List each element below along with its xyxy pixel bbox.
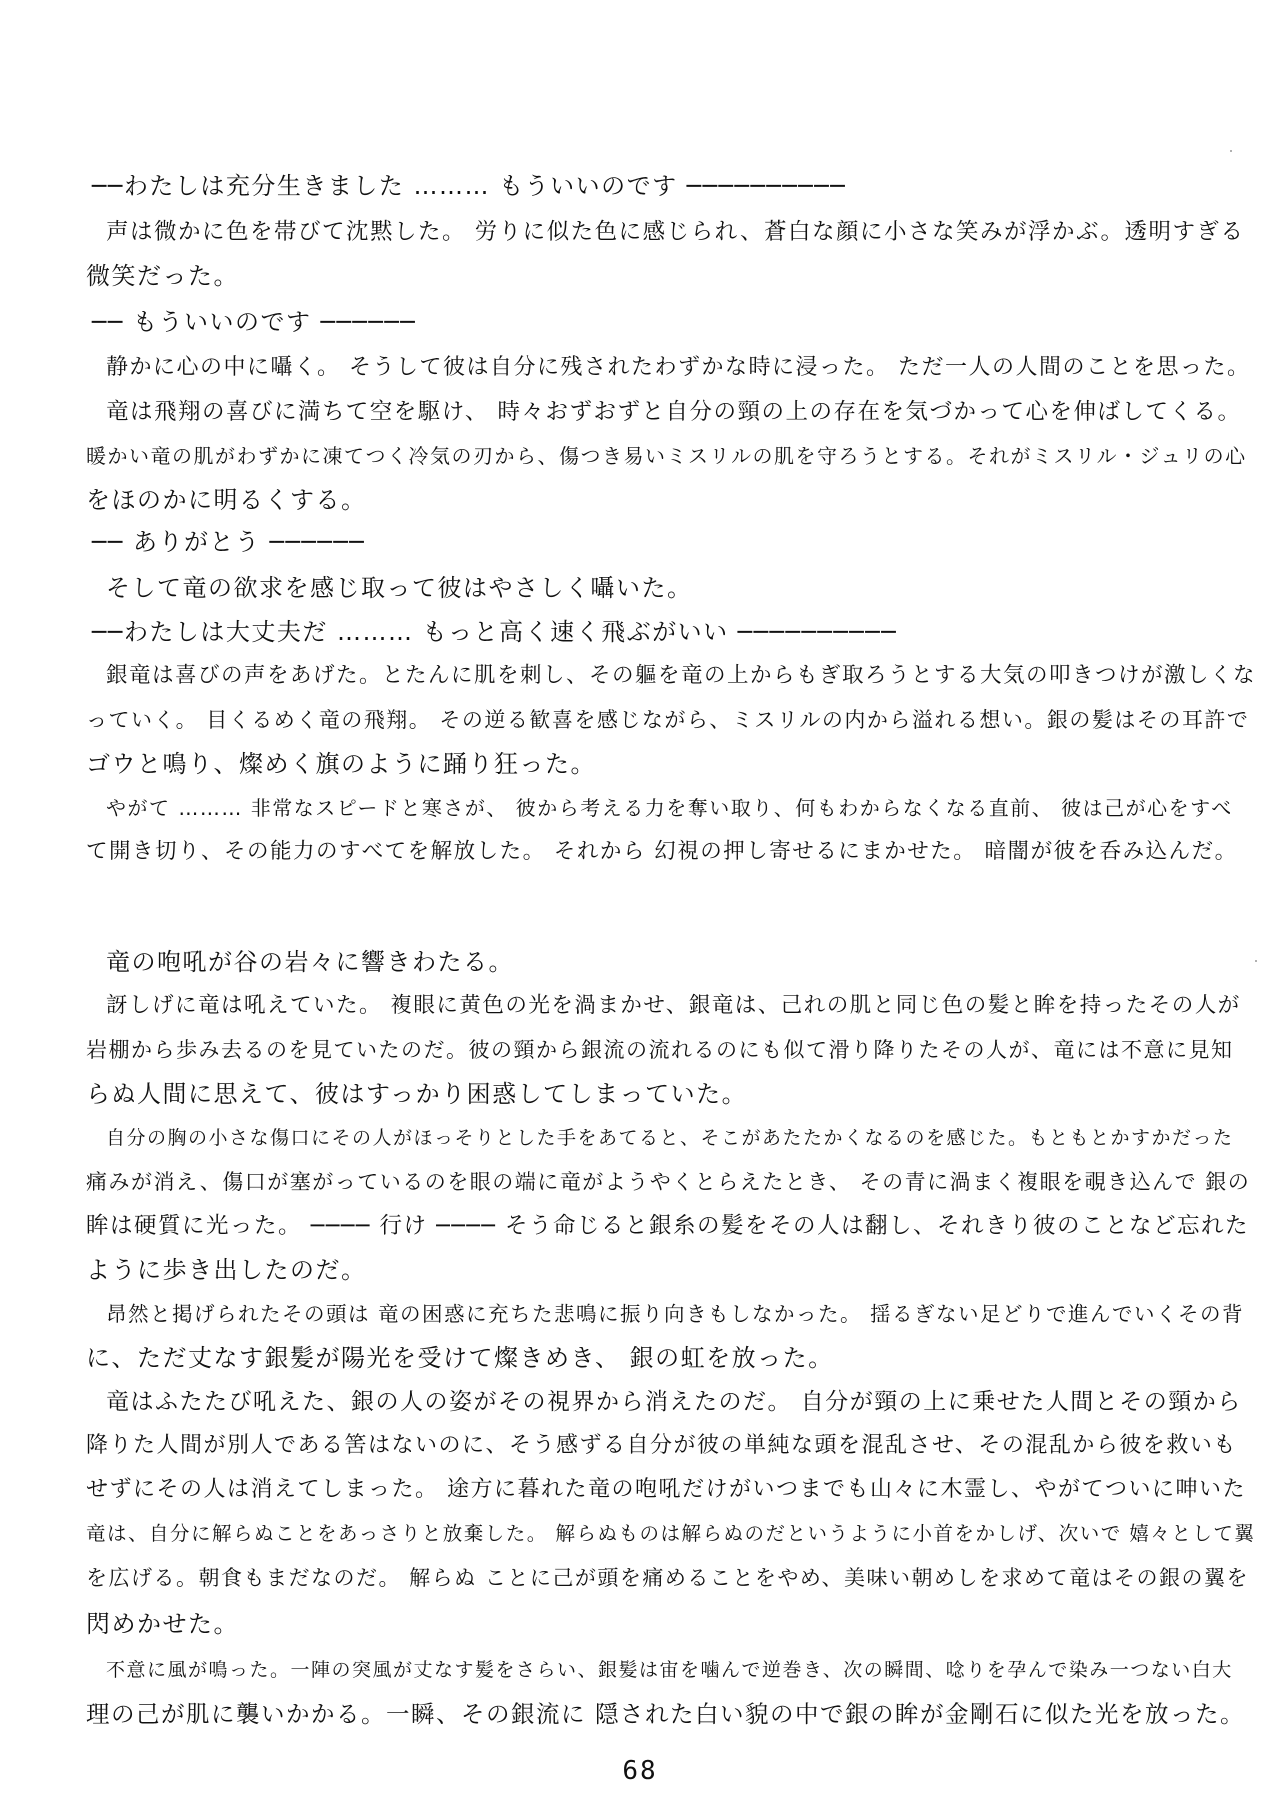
text-line: 竜はふたたび吼えた、銀の人の姿がその視界から消えたのだ。 自分が頸の上に乗せた人間とその頸から xyxy=(106,1389,1242,1415)
text-line: 痛みが消え、傷口が塞がっているのを眼の端に竜がようやくとらえたとき、 その青に渦まく複眼を覗き込んで 銀の xyxy=(86,1170,1251,1194)
text-line: て開き切り、その能力のすべてを解放した。 それから 幻視の押し寄せるにまかせた。 暗闇が彼を呑み込んだ。 xyxy=(86,839,1238,864)
text-line: 竜は飛翔の喜びに満ちて空を駆け、 時々おずおずと自分の頸の上の存在を気づかって心を伸ばしてくる。 xyxy=(106,399,1242,425)
text-line: 閃めかせた。 xyxy=(86,1610,239,1638)
text-line: ──わたしは大丈夫だ ……… もっと高く速く飛ぶがいい ────────── xyxy=(92,618,898,646)
text-line: ゴウと鳴り、燦めく旗のように踊り狂った。 xyxy=(86,750,596,778)
text-line: をほのかに明るくする。 xyxy=(86,486,367,514)
text-line: 訝しげに竜は吼えていた。 複眼に黄色の光を渦まかせ、銀竜は、己れの肌と同じ色の髪と眸を持ったその人が xyxy=(106,993,1241,1018)
text-line: 銀竜は喜びの声をあげた。とたんに肌を刺し、その軀を竜の上からもぎ取ろうとする大気の叩きつけが激しくな xyxy=(106,663,1257,688)
text-line: 不意に風が鳴った。一陣の突風が丈なす髪をさらい、銀髪は宙を噛んで逆巻き、次の瞬間、唸りを孕んで染み一つない白大 xyxy=(106,1659,1233,1681)
text-line: 岩棚から歩み去るのを見ていたのだ。彼の頸から銀流の流れるのにも似て滑り降りたその人が、竜には不意に見知 xyxy=(86,1038,1234,1062)
text-line: らぬ人間に思えて、彼はすっかり困惑してしまっていた。 xyxy=(86,1080,748,1108)
page-number: 68 xyxy=(622,1756,658,1786)
paper-speck xyxy=(1255,960,1257,962)
text-line: やがて ……… 非常なスピードと寒さが、 彼から考える力を奪い取り、何もわからなくなる直前、 彼は己が心をすべ xyxy=(106,796,1233,820)
text-line: ように歩き出したのだ。 xyxy=(86,1256,367,1284)
text-line: を広げる。朝食もまだなのだ。 解らぬ ことに己が頭を痛めることをやめ、美味い朝めしを求めて竜はその銀の翼を xyxy=(86,1566,1250,1590)
text-line: 眸は硬質に光った。 ──── 行け ──── そう命じると銀糸の髪をその人は翻し、それきり彼のことなど忘れた xyxy=(86,1213,1249,1239)
text-line: 竜は、自分に解らぬことをあっさりと放棄した。 解らぬものは解らぬのだというように小首をかしげ、次いで 嬉々として翼 xyxy=(86,1522,1256,1545)
text-line: 昂然と掲げられたその頭は 竜の困惑に充ちた悲鳴に振り向きもしなかった。 揺るぎない足どりで進んでいくその背 xyxy=(106,1302,1245,1326)
text-line: 静かに心の中に囁く。 そうして彼は自分に残されたわずかな時に浸った。 ただ一人の人間のことを思った。 xyxy=(106,355,1251,380)
text-line: 竜の咆吼が谷の岩々に響きわたる。 xyxy=(106,948,514,976)
text-line: せずにその人は消えてしまった。 途方に暮れた竜の咆吼だけがいつまでも山々に木霊し、やがてついに呻いた xyxy=(86,1477,1246,1502)
text-line: ── もういいのです ────── xyxy=(92,308,417,336)
text-line: っていく。 目くるめく竜の飛翔。 その逆る歓喜を感じながら、ミスリルの内から溢れる想い。銀の髪はその耳許で xyxy=(86,708,1250,732)
text-line: 声は微かに色を帯びて沈黙した。 労りに似た色に感じられ、蒼白な顔に小さな笑みが浮かぶ。透明すぎる xyxy=(106,219,1245,245)
text-line: ──わたしは充分生きました ……… もういいのです ────────── xyxy=(92,172,847,200)
text-line: 理の己が肌に襲いかかる。一瞬、その銀流に 隠された白い貌の中で銀の眸が金剛石に似た光を放った。 xyxy=(86,1700,1245,1728)
text-line: そして竜の欲求を感じ取って彼はやさしく囁いた。 xyxy=(106,574,693,602)
text-line: に、ただ丈なす銀髪が陽光を受けて燦きめき、 銀の虹を放った。 xyxy=(86,1344,834,1372)
text-line: 降りた人間が別人である筈はないのに、そう感ずる自分が彼の単純な頭を混乱させ、その混乱から彼を救いも xyxy=(86,1433,1237,1458)
paper-speck xyxy=(1230,150,1232,152)
text-line: 暖かい竜の肌がわずかに凍てつく冷気の刃から、傷つき易いミスリルの肌を守ろうとする。それがミスリル・ジュリの心 xyxy=(86,444,1247,468)
text-line: 自分の胸の小さな傷口にその人がほっそりとした手をあてると、そこがあたたかくなるのを感じた。もともとかすかだった xyxy=(106,1127,1234,1149)
text-line: ── ありがとう ────── xyxy=(92,528,366,556)
text-line: 微笑だった。 xyxy=(86,262,239,290)
